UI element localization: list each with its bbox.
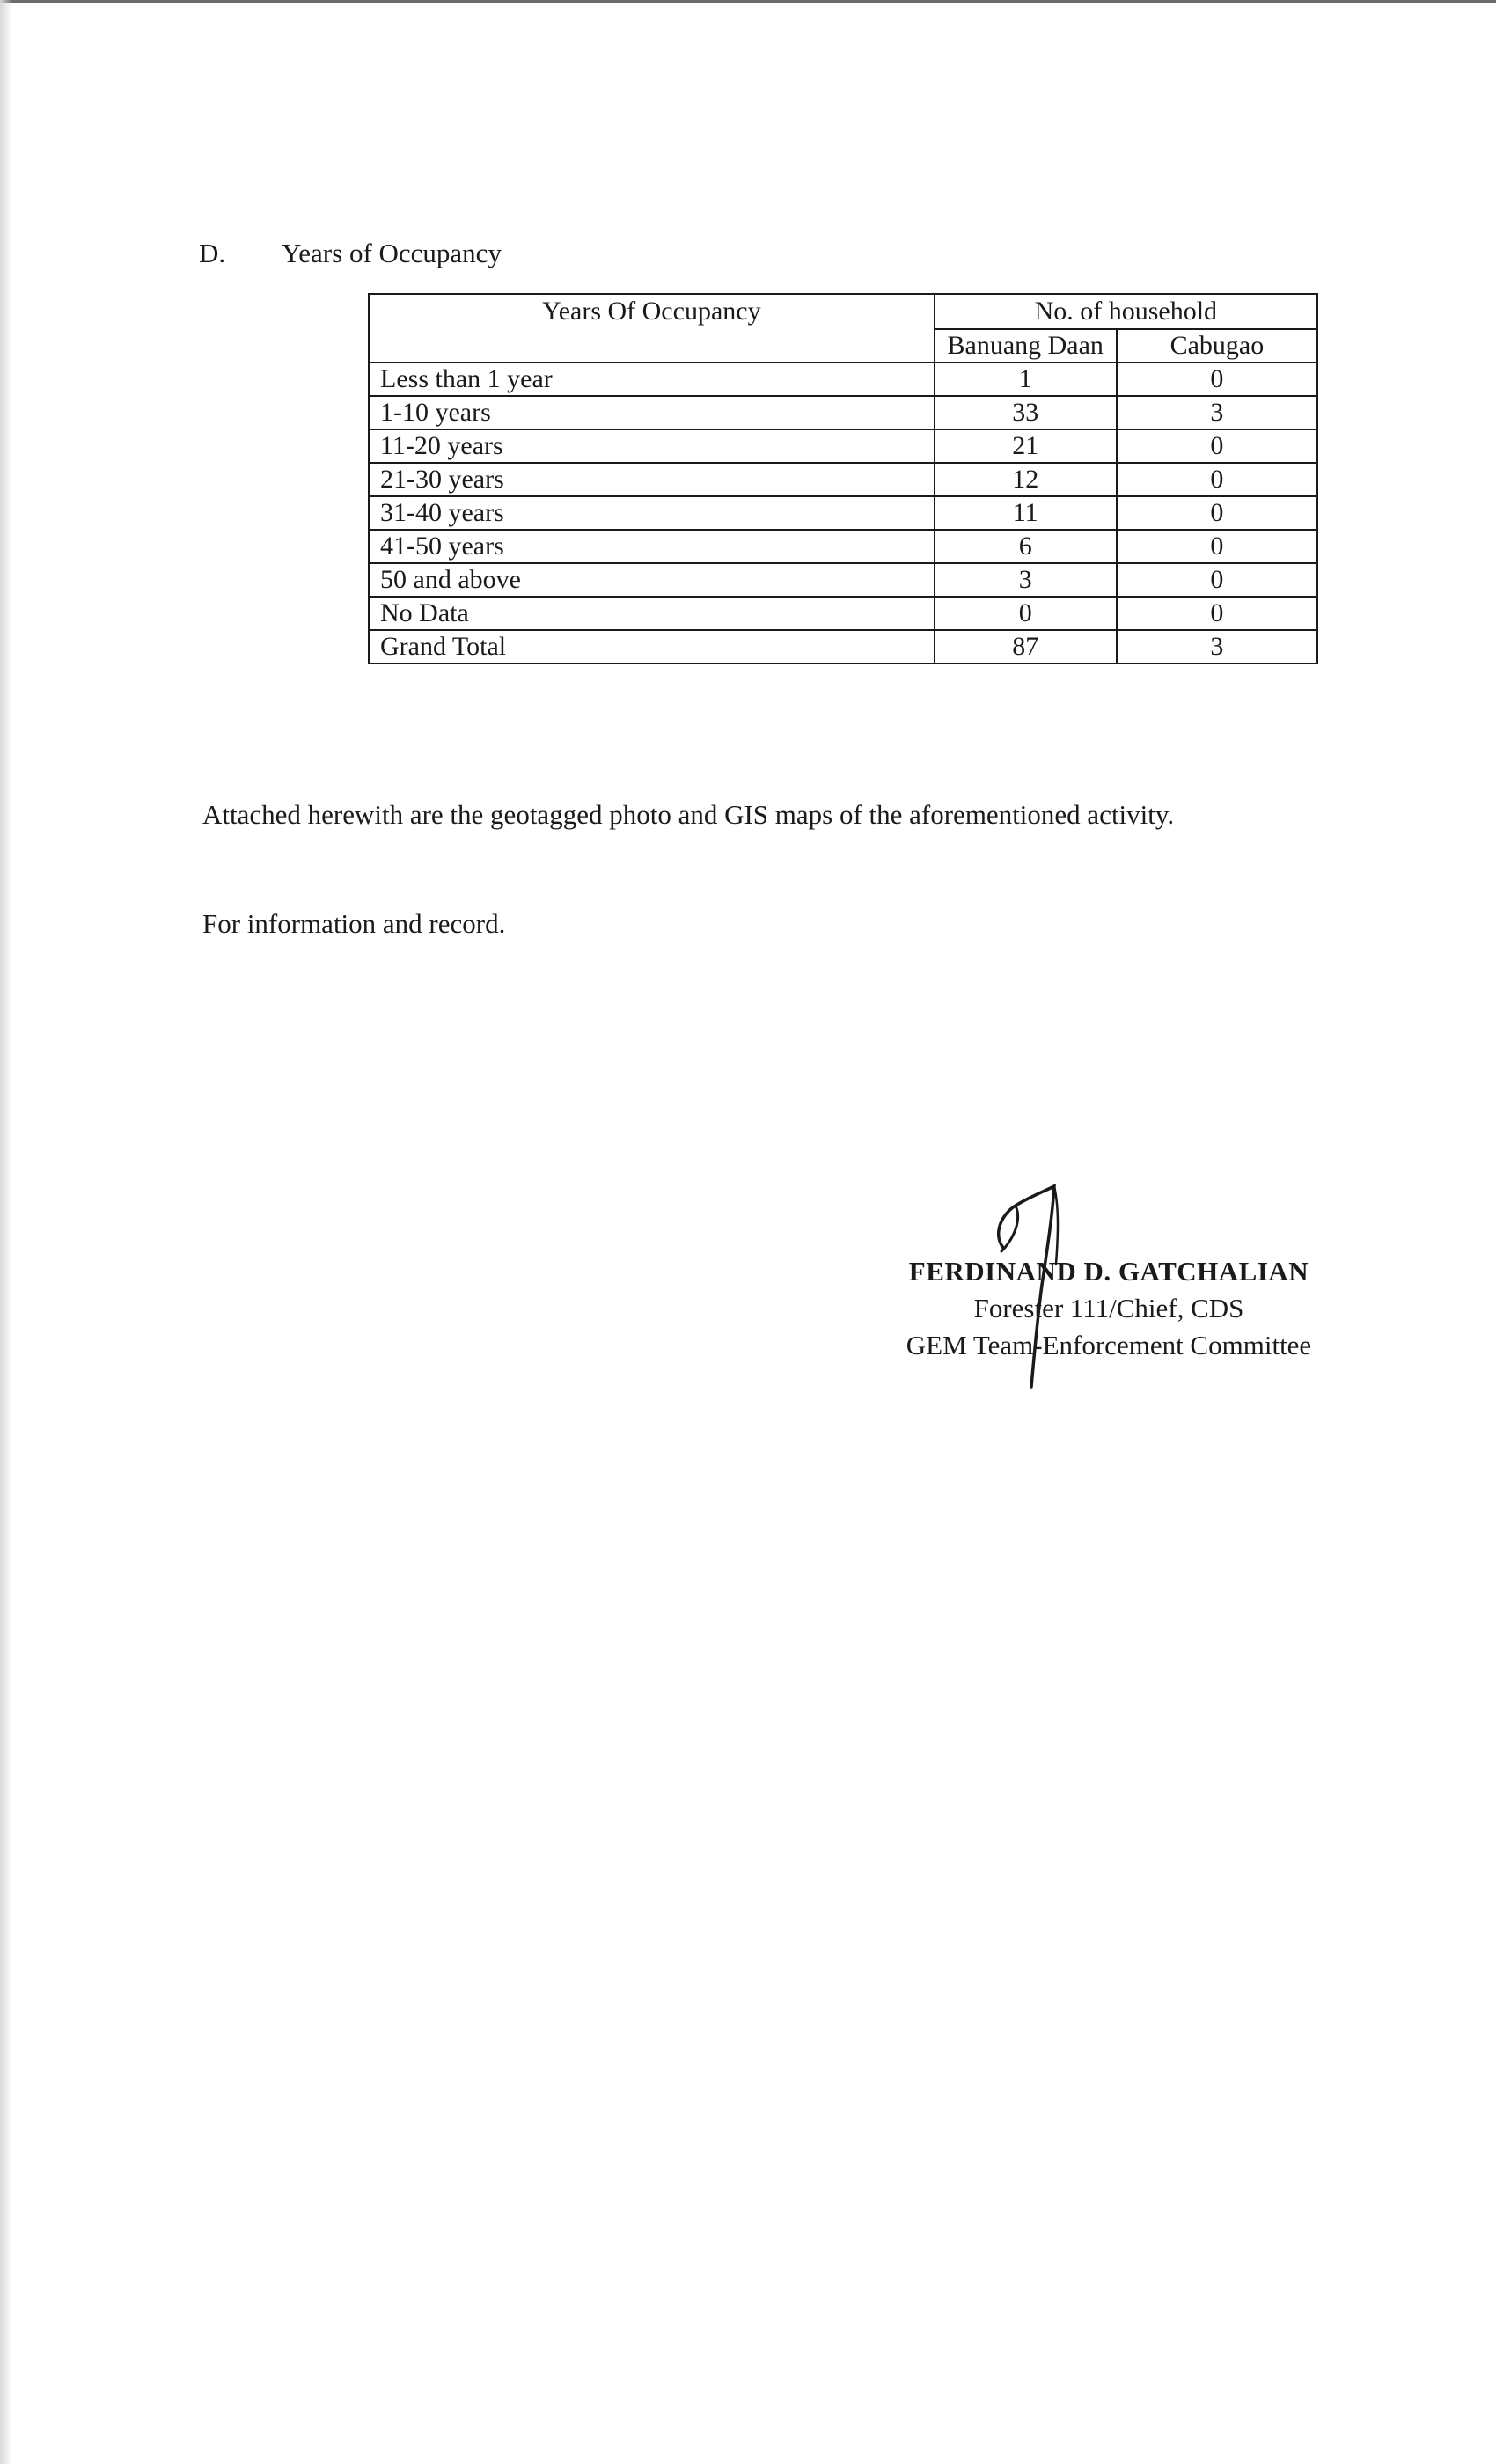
table-row <box>369 563 1317 597</box>
banuang-daan-value: 87 <box>935 630 1117 664</box>
signatory-committee: GEM Team-Enforcement Committee <box>906 1330 1312 1360</box>
row-label: 11-20 years <box>369 429 935 463</box>
signature-block <box>827 1253 1390 1364</box>
scan-edge-shadow <box>0 0 12 2464</box>
table-total-row <box>369 630 1317 664</box>
banuang-daan-value: 1 <box>935 363 1117 396</box>
row-label: 41-50 years <box>369 530 935 563</box>
cabugao-value: 3 <box>1117 396 1317 429</box>
closing-paragraph: For information and record. <box>202 908 506 939</box>
group-header-cell: No. of household <box>935 294 1317 329</box>
column-header-banuang-daan: Banuang Daan <box>935 329 1117 363</box>
table-row <box>369 396 1317 429</box>
banuang-daan-value: 33 <box>935 396 1117 429</box>
banuang-daan-value: 12 <box>935 463 1117 496</box>
table-row <box>369 597 1317 630</box>
signatory-title: Forester 111/Chief, CDS <box>973 1293 1244 1324</box>
banuang-daan-value: 0 <box>935 597 1117 630</box>
signatory-name: FERDINAND D. GATCHALIAN <box>908 1256 1309 1287</box>
row-label: 21-30 years <box>369 463 935 496</box>
section-title: Years of Occupancy <box>282 238 502 268</box>
cabugao-value: 0 <box>1117 429 1317 463</box>
row-label: 31-40 years <box>369 496 935 530</box>
table-row <box>369 463 1317 496</box>
years-of-occupancy-table <box>368 293 1318 664</box>
attachment-paragraph: Attached herewith are the geotagged photo and GIS maps of the aforementioned activity. <box>202 799 1175 830</box>
cabugao-value: 0 <box>1117 597 1317 630</box>
cabugao-value: 0 <box>1117 463 1317 496</box>
table-header-row <box>369 294 1317 329</box>
cabugao-value: 0 <box>1117 530 1317 563</box>
row-label: No Data <box>369 597 935 630</box>
table-row <box>369 496 1317 530</box>
row-header-cell: Years Of Occupancy <box>369 294 935 363</box>
banuang-daan-value: 3 <box>935 563 1117 597</box>
section-heading <box>199 238 502 269</box>
section-letter: D. <box>199 238 226 268</box>
cabugao-value: 0 <box>1117 563 1317 597</box>
table-row <box>369 363 1317 396</box>
banuang-daan-value: 6 <box>935 530 1117 563</box>
table-row <box>369 429 1317 463</box>
row-label: Less than 1 year <box>369 363 935 396</box>
row-label: 1-10 years <box>369 396 935 429</box>
row-label: Grand Total <box>369 630 935 664</box>
column-header-cabugao: Cabugao <box>1117 329 1317 363</box>
cabugao-value: 0 <box>1117 363 1317 396</box>
banuang-daan-value: 11 <box>935 496 1117 530</box>
banuang-daan-value: 21 <box>935 429 1117 463</box>
cabugao-value: 3 <box>1117 630 1317 664</box>
table-row <box>369 530 1317 563</box>
cabugao-value: 0 <box>1117 496 1317 530</box>
row-label: 50 and above <box>369 563 935 597</box>
scan-edge-line <box>0 0 1496 3</box>
